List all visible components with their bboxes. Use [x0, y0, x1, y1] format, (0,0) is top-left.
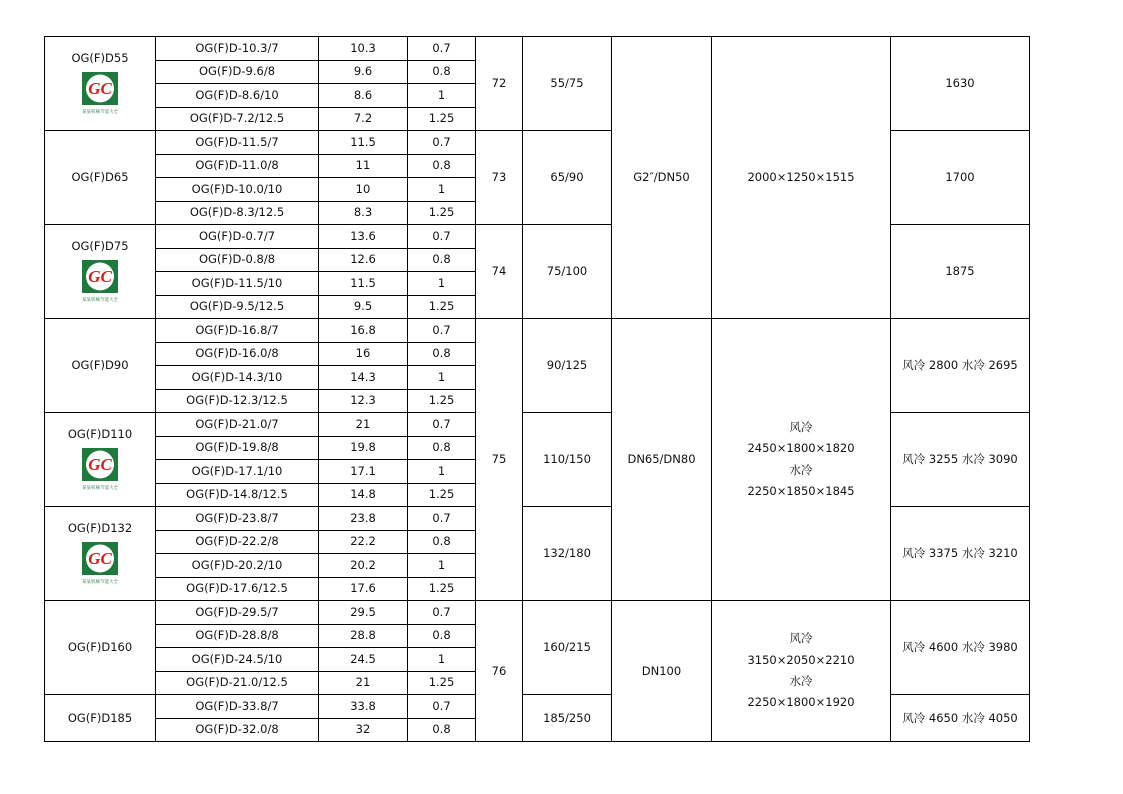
pressure-cell: 1.25 [408, 483, 476, 507]
model-cell: OG(F)D-9.5/12.5 [156, 295, 319, 319]
model-cell: OG(F)D-29.5/7 [156, 601, 319, 625]
pressure-cell: 0.8 [408, 154, 476, 178]
noise-cell: 76 [476, 601, 523, 742]
flow-cell: 14.8 [319, 483, 408, 507]
flow-cell: 21 [319, 671, 408, 695]
model-series-cell [45, 319, 156, 413]
model-cell: OG(F)D-20.2/10 [156, 554, 319, 578]
table-row [45, 37, 1030, 61]
model-cell: OG(F)D-9.6/8 [156, 60, 319, 84]
dimensions-water: 2250×1850×1845 [747, 483, 855, 498]
flow-cell: 21 [319, 413, 408, 437]
model-cell: OG(F)D-11.5/7 [156, 131, 319, 155]
power-cell: 65/90 [523, 131, 612, 225]
model-cell: OG(F)D-24.5/10 [156, 648, 319, 672]
flow-cell: 22.2 [319, 530, 408, 554]
pressure-cell: 0.8 [408, 436, 476, 460]
model-cell: OG(F)D-17.6/12.5 [156, 577, 319, 601]
noise-cell: 73 [476, 131, 523, 225]
power-cell: 55/75 [523, 37, 612, 131]
flow-cell: 9.5 [319, 295, 408, 319]
power-cell: 185/250 [523, 695, 612, 742]
model-series-cell [45, 695, 156, 742]
model-series-name: OG(F)D65 [71, 170, 129, 185]
flow-cell: 12.3 [319, 389, 408, 413]
pressure-cell: 0.7 [408, 601, 476, 625]
flow-cell: 32 [319, 718, 408, 742]
noise-cell: 75 [476, 319, 523, 601]
dimensions-label-air: 风冷 [789, 419, 813, 434]
flow-cell: 23.8 [319, 507, 408, 531]
model-cell: OG(F)D-33.8/7 [156, 695, 319, 719]
gc-logo-icon [80, 541, 120, 585]
model-cell: OG(F)D-0.8/8 [156, 248, 319, 272]
pressure-cell: 1.25 [408, 295, 476, 319]
pressure-cell: 1 [408, 554, 476, 578]
model-series-name: OG(F)D132 [67, 521, 133, 536]
flow-cell: 8.6 [319, 84, 408, 108]
flow-cell: 24.5 [319, 648, 408, 672]
pressure-cell: 0.7 [408, 507, 476, 531]
pressure-cell: 1.25 [408, 577, 476, 601]
svg-text:某某机械节能大全: 某某机械节能大全 [82, 297, 118, 303]
power-cell: 110/150 [523, 413, 612, 507]
flow-cell: 11.5 [319, 272, 408, 296]
model-series-name: OG(F)D55 [71, 51, 129, 66]
flow-cell: 11 [319, 154, 408, 178]
noise-cell: 74 [476, 225, 523, 319]
model-cell: OG(F)D-7.2/12.5 [156, 107, 319, 131]
weight-cell: 风冷 3255 水冷 3090 [891, 413, 1030, 507]
flow-cell: 16 [319, 342, 408, 366]
weight-cell: 风冷 4600 水冷 3980 [891, 601, 1030, 695]
flow-cell: 20.2 [319, 554, 408, 578]
model-cell: OG(F)D-14.3/10 [156, 366, 319, 390]
model-series-cell [45, 131, 156, 225]
table-row [45, 319, 1030, 343]
svg-text:GC: GC [88, 454, 112, 474]
weight-cell: 风冷 4650 水冷 4050 [891, 695, 1030, 742]
dimensions-water: 2250×1800×1920 [747, 695, 855, 710]
dimensions-label-water: 水冷 [789, 462, 813, 477]
dimensions-cell [712, 601, 891, 742]
flow-cell: 28.8 [319, 624, 408, 648]
pressure-cell: 0.8 [408, 530, 476, 554]
model-cell: OG(F)D-21.0/12.5 [156, 671, 319, 695]
outlet-cell: DN65/DN80 [612, 319, 712, 601]
model-cell: OG(F)D-21.0/7 [156, 413, 319, 437]
model-cell: OG(F)D-32.0/8 [156, 718, 319, 742]
weight-cell: 1630 [891, 37, 1030, 131]
pressure-cell: 0.8 [408, 718, 476, 742]
pressure-cell: 1.25 [408, 201, 476, 225]
flow-cell: 13.6 [319, 225, 408, 249]
power-cell: 75/100 [523, 225, 612, 319]
flow-cell: 10 [319, 178, 408, 202]
pressure-cell: 1.25 [408, 389, 476, 413]
model-series-name: OG(F)D110 [67, 427, 133, 442]
pressure-cell: 0.7 [408, 413, 476, 437]
flow-cell: 7.2 [319, 107, 408, 131]
model-cell: OG(F)D-12.3/12.5 [156, 389, 319, 413]
outlet-cell: G2″/DN50 [612, 37, 712, 319]
dimensions-air: 3150×2050×2210 [747, 652, 855, 667]
weight-cell: 1875 [891, 225, 1030, 319]
model-cell: OG(F)D-17.1/10 [156, 460, 319, 484]
svg-text:某某机械节能大全: 某某机械节能大全 [82, 109, 118, 115]
weight-cell: 1700 [891, 131, 1030, 225]
flow-cell: 10.3 [319, 37, 408, 61]
svg-text:某某机械节能大全: 某某机械节能大全 [82, 485, 118, 491]
gc-logo-icon [80, 447, 120, 491]
model-cell: OG(F)D-11.5/10 [156, 272, 319, 296]
svg-text:GC: GC [88, 78, 112, 98]
pressure-cell: 1 [408, 178, 476, 202]
model-cell: OG(F)D-0.7/7 [156, 225, 319, 249]
pressure-cell: 0.7 [408, 319, 476, 343]
model-cell: OG(F)D-10.0/10 [156, 178, 319, 202]
flow-cell: 17.1 [319, 460, 408, 484]
weight-cell: 风冷 3375 水冷 3210 [891, 507, 1030, 601]
pressure-cell: 1 [408, 272, 476, 296]
pressure-cell: 0.8 [408, 624, 476, 648]
model-series-name: OG(F)D185 [67, 710, 133, 725]
flow-cell: 16.8 [319, 319, 408, 343]
weight-cell: 风冷 2800 水冷 2695 [891, 319, 1030, 413]
table-row [45, 601, 1030, 625]
flow-cell: 12.6 [319, 248, 408, 272]
pressure-cell: 1.25 [408, 107, 476, 131]
pressure-cell: 0.7 [408, 37, 476, 61]
pressure-cell: 0.8 [408, 342, 476, 366]
power-cell: 132/180 [523, 507, 612, 601]
pressure-cell: 0.8 [408, 60, 476, 84]
flow-cell: 8.3 [319, 201, 408, 225]
power-cell: 160/215 [523, 601, 612, 695]
pressure-cell: 0.7 [408, 695, 476, 719]
model-series-name: OG(F)D160 [67, 640, 133, 655]
flow-cell: 33.8 [319, 695, 408, 719]
model-cell: OG(F)D-22.2/8 [156, 530, 319, 554]
pressure-cell: 1 [408, 84, 476, 108]
model-cell: OG(F)D-10.3/7 [156, 37, 319, 61]
svg-text:GC: GC [88, 266, 112, 286]
model-cell: OG(F)D-28.8/8 [156, 624, 319, 648]
model-series-cell [45, 413, 156, 507]
dimensions-cell: 2000×1250×1515 [712, 37, 891, 319]
model-series-name: OG(F)D90 [71, 358, 129, 373]
model-cell: OG(F)D-8.6/10 [156, 84, 319, 108]
model-series-cell [45, 507, 156, 601]
flow-cell: 14.3 [319, 366, 408, 390]
outlet-cell: DN100 [612, 601, 712, 742]
dimensions-label-water: 水冷 [789, 674, 813, 688]
flow-cell: 11.5 [319, 131, 408, 155]
gc-logo-icon [80, 259, 120, 303]
model-series-cell [45, 601, 156, 695]
svg-text:GC: GC [88, 548, 112, 568]
power-cell: 90/125 [523, 319, 612, 413]
noise-cell: 72 [476, 37, 523, 131]
model-cell: OG(F)D-16.8/7 [156, 319, 319, 343]
model-cell: OG(F)D-11.0/8 [156, 154, 319, 178]
pressure-cell: 0.7 [408, 131, 476, 155]
pressure-cell: 1.25 [408, 671, 476, 695]
pressure-cell: 0.7 [408, 225, 476, 249]
svg-text:某某机械节能大全: 某某机械节能大全 [82, 579, 118, 585]
flow-cell: 29.5 [319, 601, 408, 625]
model-cell: OG(F)D-14.8/12.5 [156, 483, 319, 507]
pressure-cell: 1 [408, 366, 476, 390]
dimensions-label-air: 风冷 [789, 631, 813, 646]
model-cell: OG(F)D-19.8/8 [156, 436, 319, 460]
flow-cell: 9.6 [319, 60, 408, 84]
pressure-cell: 0.8 [408, 248, 476, 272]
flow-cell: 19.8 [319, 436, 408, 460]
flow-cell: 17.6 [319, 577, 408, 601]
pressure-cell: 1 [408, 648, 476, 672]
dimensions-cell [712, 319, 891, 601]
model-cell: OG(F)D-23.8/7 [156, 507, 319, 531]
model-series-cell [45, 225, 156, 319]
gc-logo-icon [80, 71, 120, 115]
model-cell: OG(F)D-8.3/12.5 [156, 201, 319, 225]
pressure-cell: 1 [408, 460, 476, 484]
dimensions-air: 2450×1800×1820 [747, 441, 855, 456]
compressor-spec-table [44, 36, 1030, 742]
model-cell: OG(F)D-16.0/8 [156, 342, 319, 366]
model-series-name: OG(F)D75 [71, 239, 129, 254]
model-series-cell [45, 37, 156, 131]
